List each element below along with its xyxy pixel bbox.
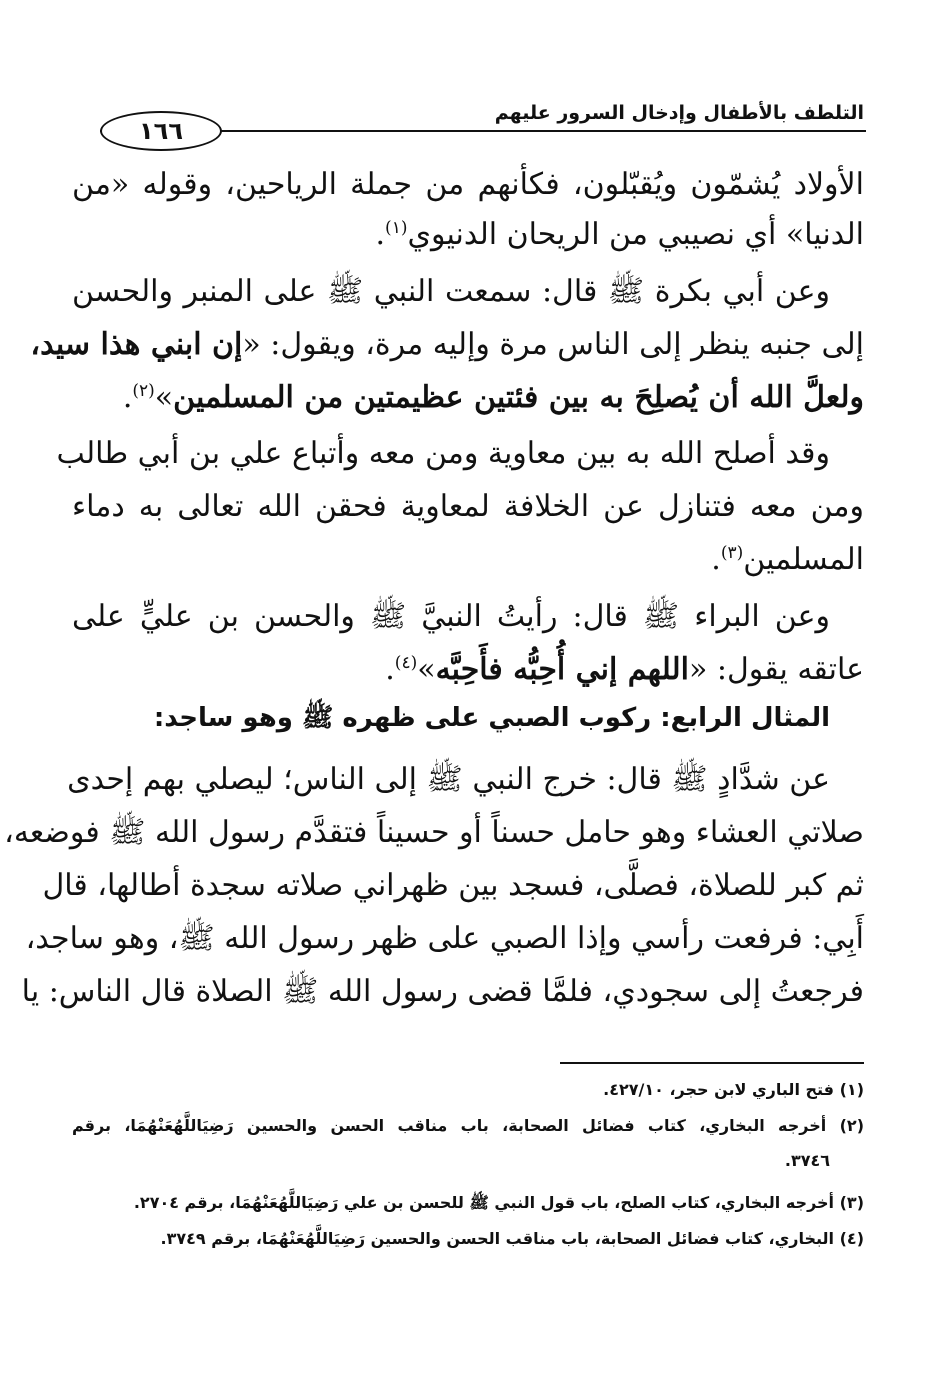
footnote-number: (٢) bbox=[839, 1116, 864, 1135]
text-line: ولعلَّ الله أن يُصلِحَ به بين فئتين عظيمتين من المسلمين»$^{(٢)}$. bbox=[122, 380, 864, 415]
section-heading: المثال الرابع: ركوب الصبي على ظهره ﷺ وهو ساجد: bbox=[153, 703, 830, 733]
footnote-number: (٤) bbox=[839, 1229, 864, 1248]
footnote-ref: (٢) bbox=[132, 381, 155, 401]
footnote-number: (١) bbox=[839, 1080, 864, 1099]
text-line: عن شدَّادٍ ﷺ قال: خرج النبي ﷺ إلى الناس؛ ليصلي بهم إحدى bbox=[67, 762, 830, 797]
footnote-ref: (٣) bbox=[720, 543, 744, 563]
text-line: صلاتي العشاء وهو حامل حسناً أو حسيناً فتقدَّم رسول الله ﷺ فوضعه، bbox=[4, 815, 864, 850]
text-line: المسلمين$^{(٣)}$. bbox=[711, 542, 864, 577]
footnote: (١) فتح الباري لابن حجر، ٤٢٧/١٠. bbox=[603, 1080, 864, 1099]
text-line: وعن أبي بكرة ﷺ قال: سمعت النبي ﷺ على المنبر والحسن bbox=[72, 274, 830, 309]
text-line: ثم كبر للصلاة، فصلَّى، فسجد بين ظهراني صلاته سجدة أطالها، قال bbox=[42, 868, 864, 903]
text-line: فرجعتُ إلى سجودي، فلمَّا قضى رسول الله ﷺ الصلاة قال الناس: يا bbox=[21, 974, 864, 1009]
text-line: وقد أصلح الله به بين معاوية ومن معه وأتباع علي بن أبي طالب bbox=[56, 436, 830, 471]
page-number: ١٦٦ bbox=[100, 111, 222, 151]
text-line: الأولاد يُشمّون ويُقبّلون، فكأنهم من جملة الرياحين، وقوله «من bbox=[72, 167, 864, 202]
footnote-ref: (٤) bbox=[394, 653, 418, 673]
footnote: (٤) البخاري، كتاب فضائل الصحابة، باب مناقب الحسن والحسين رَضِيَاللَّهُعَنْهُمَا، برقم ٣٧٤٩. bbox=[160, 1229, 864, 1248]
text-line: عاتقه يقول: «اللهم إني أُحِبُّه فأَحِبَّه»$^{(٤)}$. bbox=[385, 652, 864, 687]
footnote: (٢) أخرجه البخاري، كتاب فضائل الصحابة، باب مناقب الحسن والحسين رَضِيَاللَّهُعَنْهُمَا، برقم bbox=[72, 1116, 864, 1135]
text-line: الدنيا» أي نصيبي من الريحان الدنيوي$^{(١)}$. bbox=[375, 217, 864, 252]
text-line: وعن البراء ﷺ قال: رأيتُ النبيَّ ﷺ والحسن بن عليٍّ على bbox=[72, 599, 830, 634]
text-line: أَبِي: فرفعت رأسي وإذا الصبي على ظهر رسول الله ﷺ، وهو ساجد، bbox=[25, 921, 864, 956]
running-title: التلطف بالأطفال وإدخال السرور عليهم bbox=[489, 100, 864, 126]
footnote-continuation: ٣٧٤٦. bbox=[784, 1151, 830, 1170]
footnote: (٣) أخرجه البخاري، كتاب الصلح، باب قول النبي ﷺ للحسن بن علي رَضِيَاللَّهُعَنْهُمَا، برقم ٢٧٠٤. bbox=[133, 1193, 864, 1212]
footnote-ref: (١) bbox=[385, 218, 408, 238]
footnote-number: (٣) bbox=[839, 1193, 864, 1212]
text-line: إلى جنبه ينظر إلى الناس مرة وإليه مرة، ويقول: «إن ابني هذا سيد، bbox=[30, 327, 864, 362]
footnote-rule bbox=[560, 1062, 864, 1064]
text-line: ومن معه فتنازل عن الخلافة لمعاوية فحقن الله تعالى به دماء bbox=[72, 489, 864, 524]
